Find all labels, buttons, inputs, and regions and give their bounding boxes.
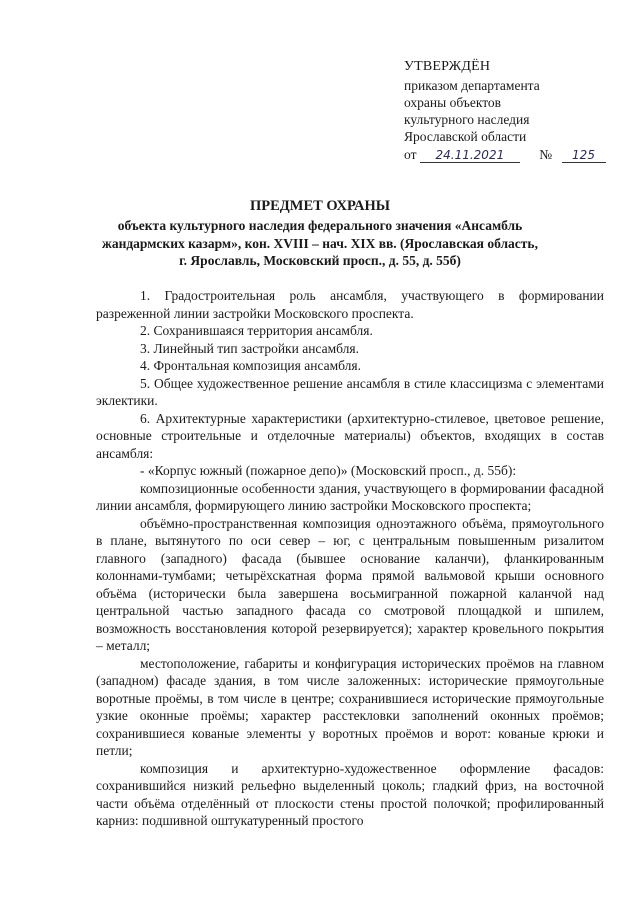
- document-title: ПРЕДМЕТ ОХРАНЫ: [249, 198, 391, 214]
- handwritten-date: 24.11.2021: [420, 148, 520, 163]
- approval-stamp-block: [404, 58, 614, 163]
- from-label: от: [404, 147, 417, 162]
- paragraph-2: 2. Сохранившаяся территория ансамбля.: [140, 323, 373, 338]
- paragraph-6: 6. Архитектурные характеристики (архитектурно-стилевое, цветовое решение, основные строительные и отделочные материалы) объектов, входящих в состав ансамбля:: [96, 410, 604, 461]
- approval-line-2: охраны объектов: [404, 95, 502, 110]
- approval-line-1: приказом департамента: [404, 78, 540, 93]
- paragraph-composition-features: композиционные особенности здания, участвующего в формировании фасадной линии ансамбля, формирующего линию застройки Московского проспекта;: [96, 480, 604, 513]
- document-title-block: [100, 197, 540, 270]
- paragraph-3: 3. Линейный тип застройки ансамбля.: [140, 340, 359, 356]
- paragraph-volume-composition: объёмно-пространственная композиция одноэтажного объёма, прямоугольного в плане, вытянутого по оси север – юг, с центральным повышенным ризалитом главного (западного) фасада (бывшее основание каланчи), фланкированным колоннами-тумбами; четырёхскатная форма прямой вальмовой крыши основного объёма (исторически была завершена восьмигранной пожарной каланчой над центральной частью западного фасада со смотровой площадкой и шпилем, возможность восстановления которой резервируется); характер кровельного покрытия – металл;: [96, 515, 604, 653]
- paragraph-openings: местоположение, габариты и конфигурация исторических проёмов на главном (западном) фасаде здания, в том числе заложенных: исторические прямоугольные воротные проёмы, в том числе в центре; сохранившиеся исторические прямоугольные узкие оконные проёмы; характер расстекловки заполнений оконных проёмов; сохранившиеся кованые элементы у воротных проёмов и ворот: кованые крюки и петли;: [96, 655, 604, 758]
- paragraph-facade-decoration: композиция и архитектурно-художественное оформление фасадов: сохранившийся низкий рельефно выделенный цоколь; гладкий фриз, на восточной части объёма отделённый от плоскости стены простой полочкой; профилированный карниз: подшивной оштукатуренный простого: [96, 760, 604, 828]
- paragraph-1: 1. Градостроительная роль ансамбля, участвующего в формировании разреженной линии застройки Московского проспекта.: [96, 288, 604, 321]
- document-subtitle: объекта культурного наследия федерального значения «Ансамбль жандармских казарм», кон. XVIII – нач. XIX вв. (Ярославская область, г. Ярославль, Московский просп., д. 55, д. 55б): [102, 218, 538, 268]
- approval-heading: УТВЕРЖДЁН: [404, 59, 491, 74]
- approval-line-3: культурного наследия: [404, 112, 530, 127]
- paragraph-5: 5. Общее художественное решение ансамбля в стиле классицизма с элементами эклектики.: [96, 375, 604, 408]
- paragraph-object-heading: - «Корпус южный (пожарное депо)» (Московский просп., д. 55б):: [140, 463, 517, 478]
- document-body: [96, 287, 604, 830]
- handwritten-order-number: 125: [562, 148, 606, 163]
- order-date-number-line: [404, 146, 614, 163]
- paragraph-4: 4. Фронтальная композиция ансамбля.: [140, 358, 361, 373]
- approval-line-4: Ярославской области: [404, 129, 527, 144]
- number-sign: №: [539, 147, 553, 162]
